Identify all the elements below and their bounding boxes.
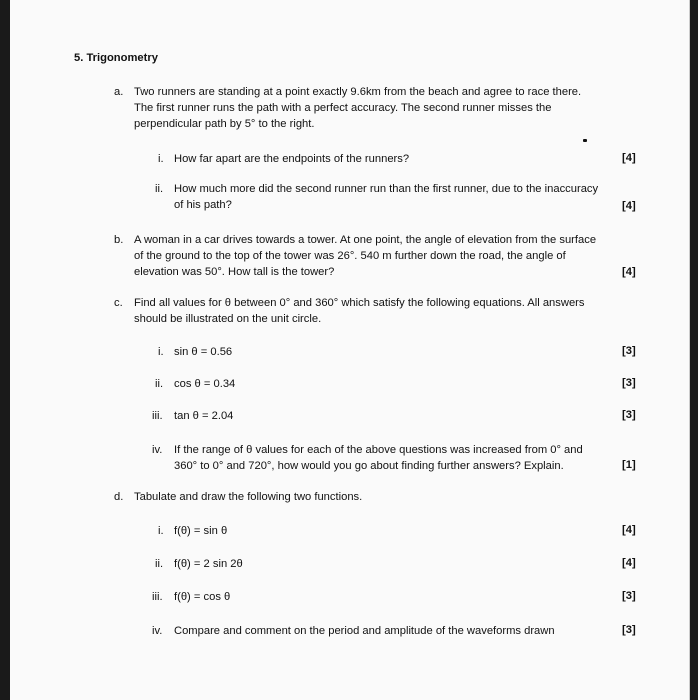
part-d-iii-label: iii. <box>152 591 163 603</box>
part-c-iii-text: tan θ = 2.04 <box>174 410 234 422</box>
part-c-i-label: i. <box>158 346 164 358</box>
part-d-iv-text: Compare and comment on the period and amplitude of the waveforms drawn <box>174 625 555 637</box>
stray-mark <box>583 139 587 142</box>
part-d-iv-marks: [3] <box>622 624 636 636</box>
part-c-iv-marks: [1] <box>622 459 636 471</box>
part-d-iii-marks: [3] <box>622 590 636 602</box>
part-a-i-marks: [4] <box>622 152 636 164</box>
part-d-i-label: i. <box>158 525 164 537</box>
part-d-i-text: f(θ) = sin θ <box>174 525 228 537</box>
part-a-label: a. <box>114 86 124 98</box>
part-b-line-3: elevation was 50°. How tall is the tower? <box>134 266 335 278</box>
part-a-line-1: Two runners are standing at a point exactly 9.6km from the beach and agree to race there. <box>134 86 582 98</box>
part-c-iv-label: iv. <box>152 444 163 456</box>
part-c-line-2: should be illustrated on the unit circle. <box>134 313 322 325</box>
question-title: 5. Trigonometry <box>74 52 158 64</box>
part-b-marks: [4] <box>622 266 636 278</box>
part-d-iii-text: f(θ) = cos θ <box>174 591 231 603</box>
part-a-line-3: perpendicular path by 5° to the right. <box>134 118 315 130</box>
part-b-line-1: A woman in a car drives towards a tower. At one point, the angle of elevation from the surface <box>134 234 597 246</box>
part-a-ii-line-1: How much more did the second runner run than the first runner, due to the inaccuracy <box>174 183 599 195</box>
part-d-ii-text: f(θ) = 2 sin 2θ <box>174 558 243 570</box>
part-c-line-1: Find all values for θ between 0° and 360° which satisfy the following equations. All answers <box>134 297 585 309</box>
part-c-label: c. <box>114 297 123 309</box>
part-c-ii-text: cos θ = 0.34 <box>174 378 236 390</box>
part-a-i-text: How far apart are the endpoints of the runners? <box>174 153 410 165</box>
part-d-i-marks: [4] <box>622 524 636 536</box>
part-b-label: b. <box>114 234 124 246</box>
part-a-ii-marks: [4] <box>622 200 636 212</box>
part-d-ii-label: ii. <box>155 558 164 570</box>
part-c-iv-line-1: If the range of θ values for each of the above questions was increased from 0° and <box>174 444 583 456</box>
part-c-iv-line-2: 360° to 0° and 720°, how would you go about finding further answers? Explain. <box>174 460 564 472</box>
part-c-iii-marks: [3] <box>622 409 636 421</box>
part-d-ii-marks: [4] <box>622 557 636 569</box>
worksheet-page <box>10 0 690 700</box>
part-c-ii-marks: [3] <box>622 377 636 389</box>
part-d-label: d. <box>114 491 124 503</box>
part-a-ii-label: ii. <box>155 183 164 195</box>
part-c-ii-label: ii. <box>155 378 164 390</box>
part-a-ii-line-2: of his path? <box>174 199 232 211</box>
part-c-iii-label: iii. <box>152 410 163 422</box>
part-c-i-marks: [3] <box>622 345 636 357</box>
part-a-line-2: The first runner runs the path with a perfect accuracy. The second runner misses the <box>134 102 552 114</box>
part-d-iv-label: iv. <box>152 625 163 637</box>
part-b-line-2: of the ground to the top of the tower was 26°. 540 m further down the road, the angle of <box>134 250 566 262</box>
part-c-i-text: sin θ = 0.56 <box>174 346 233 358</box>
part-d-line-1: Tabulate and draw the following two functions. <box>134 491 363 503</box>
part-a-i-label: i. <box>158 153 164 165</box>
